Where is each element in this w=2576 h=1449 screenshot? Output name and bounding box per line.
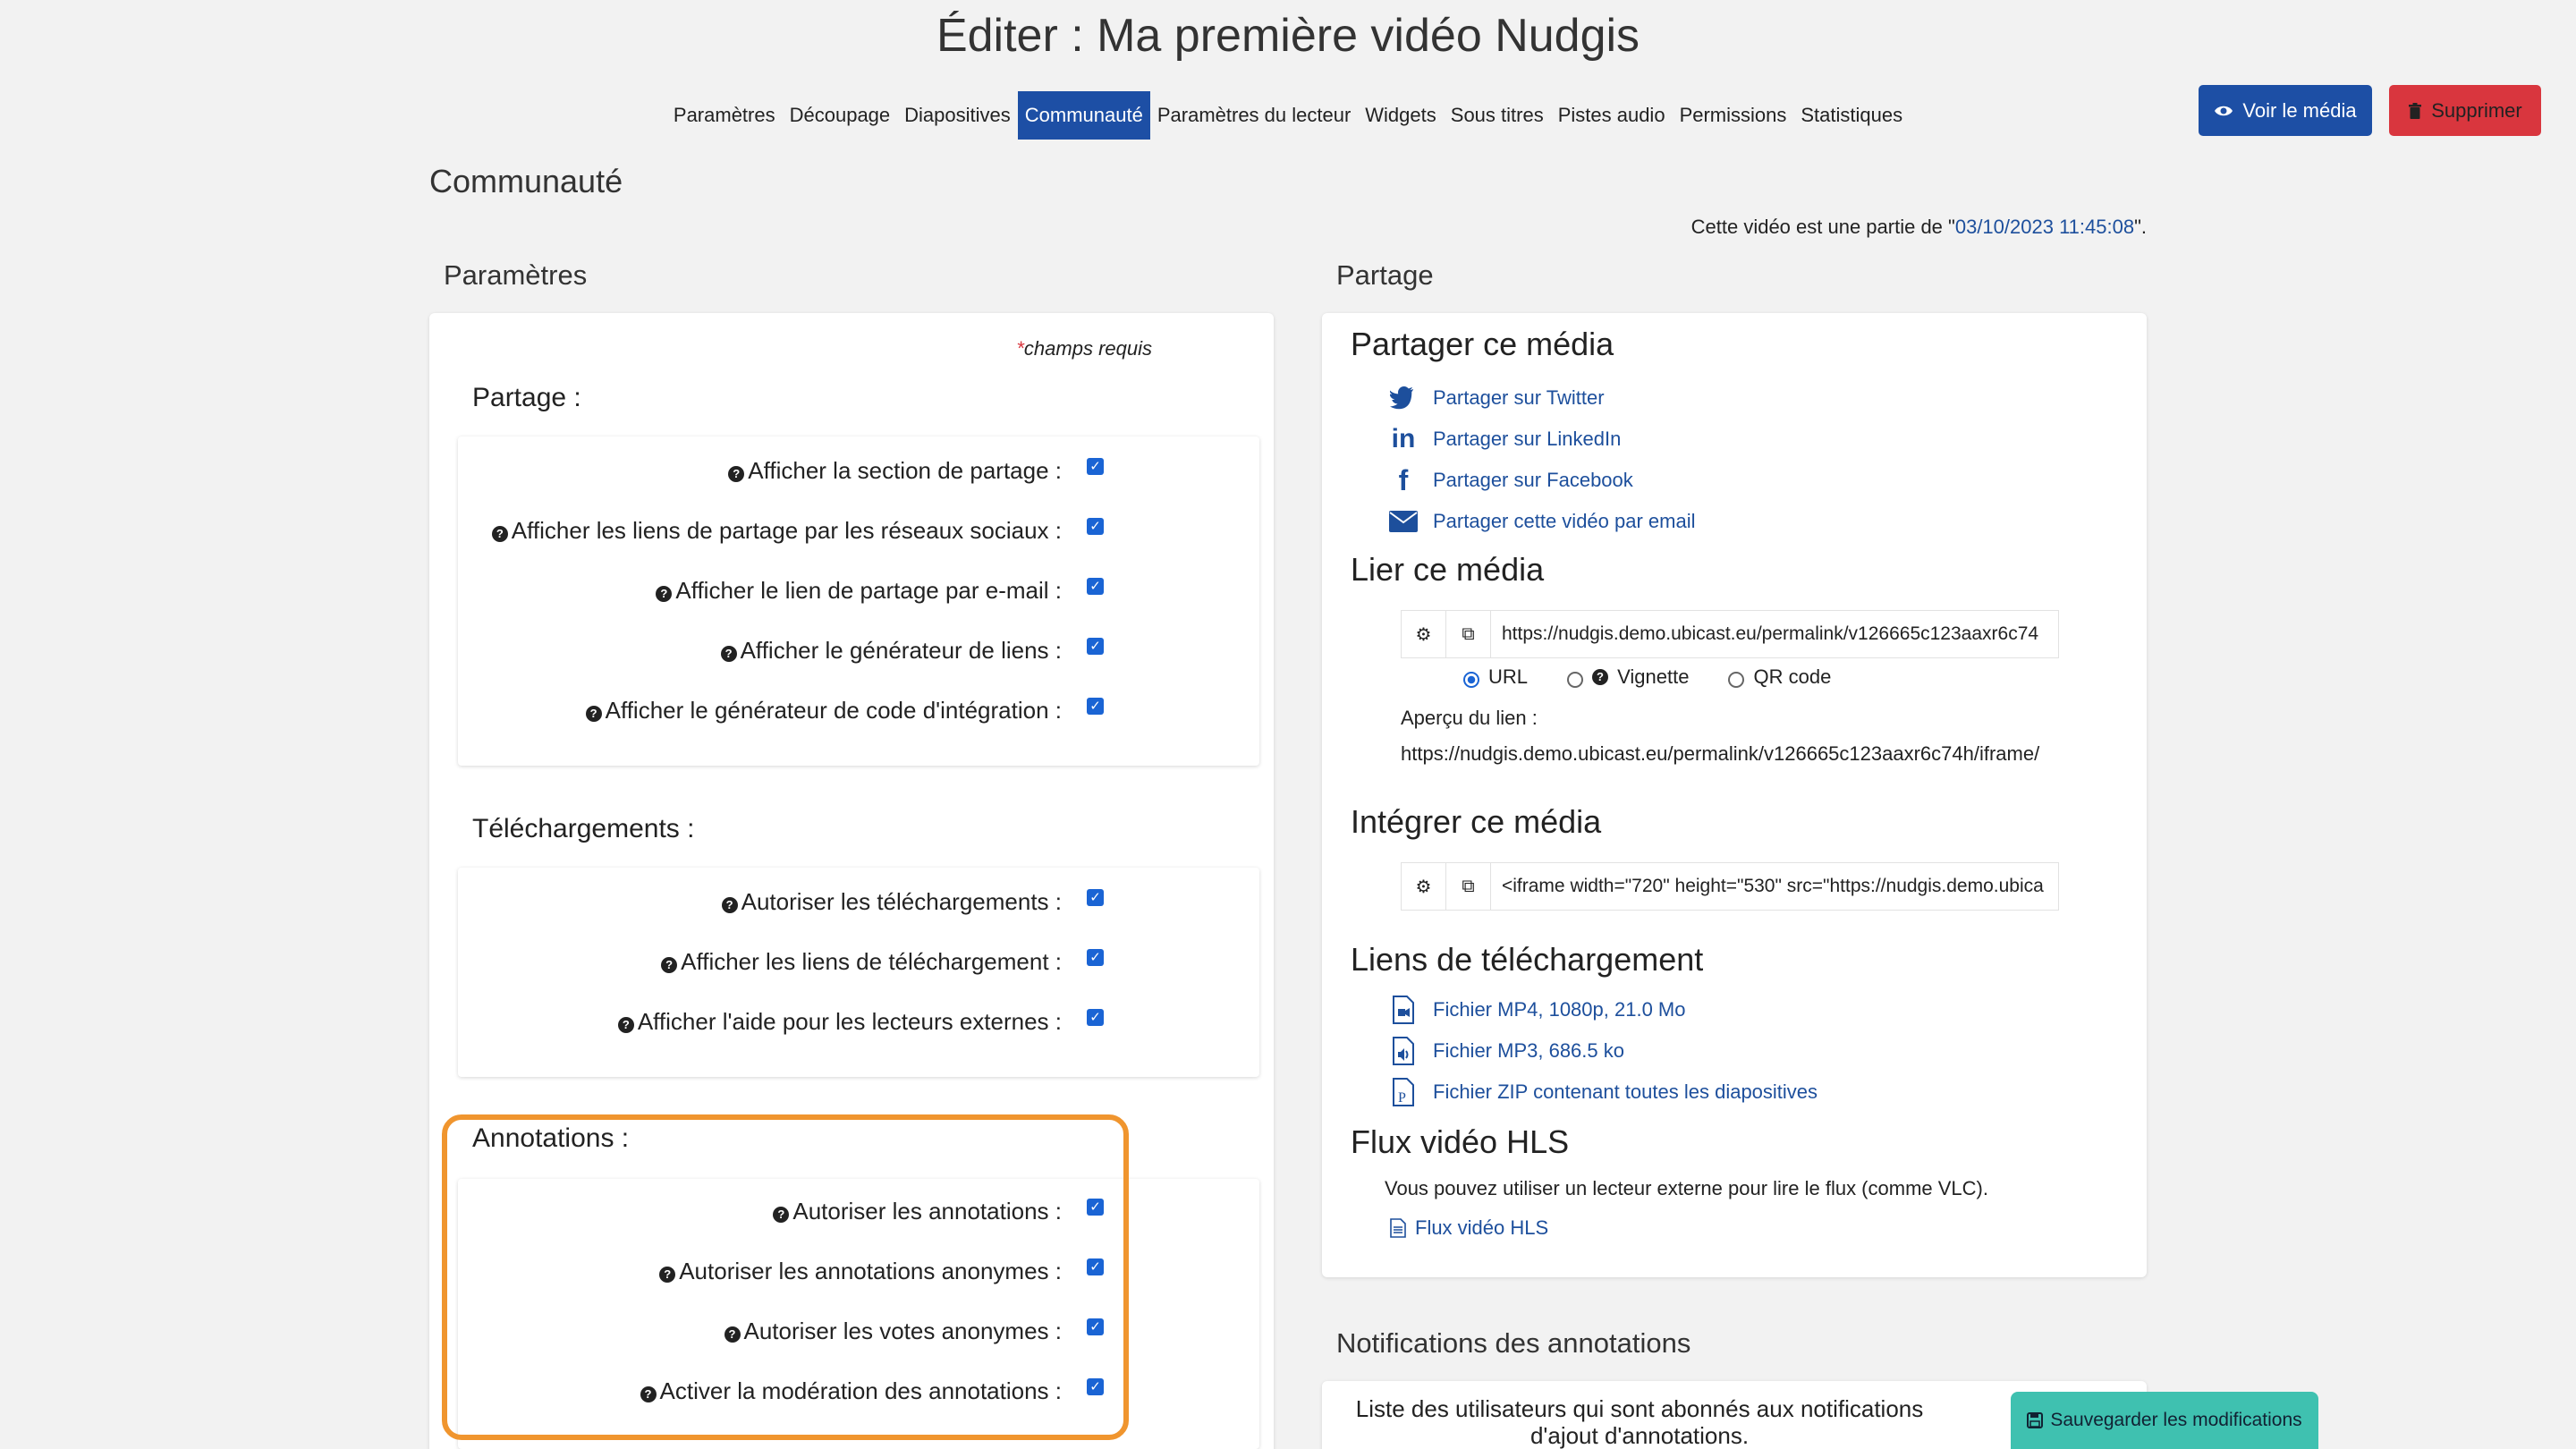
download-mp3-link[interactable] [1388, 1030, 1818, 1072]
checkbox[interactable]: ✓ [1087, 949, 1104, 966]
part-of-link[interactable]: 03/10/2023 11:45:08 [1954, 216, 2135, 238]
setting-row[interactable] [721, 632, 1259, 668]
help-icon: ? [722, 897, 738, 913]
required-note [1016, 337, 1152, 360]
tab-decoupage[interactable]: Découpage [789, 104, 891, 126]
downloads-list [1388, 989, 1818, 1113]
setting-label [618, 1008, 1062, 1036]
download-zip-link[interactable] [1388, 1072, 1818, 1113]
help-icon: ? [773, 1207, 789, 1223]
checkbox[interactable]: ✓ [1087, 1009, 1104, 1026]
floppy-disk-icon [2027, 1412, 2043, 1428]
tab-widgets[interactable]: Widgets [1365, 104, 1436, 126]
file-slides-icon [1388, 1077, 1419, 1107]
linkedin-icon: in [1391, 424, 1416, 453]
setting-label [721, 637, 1062, 665]
group-partage [458, 436, 1259, 766]
download-mp3-label: Fichier MP3, 686.5 ko [1433, 1039, 1624, 1062]
tab-sous-titres[interactable]: Sous titres [1450, 104, 1544, 126]
delete-label: Supprimer [2431, 98, 2522, 122]
radio-button [1463, 672, 1479, 688]
share-links-list [1388, 377, 1696, 542]
setting-label-text: Afficher le générateur de code d'intégration : [605, 696, 1062, 724]
group-title-annotations: Annotations : [472, 1123, 630, 1153]
download-zip-label: Fichier ZIP contenant toutes les diapositives [1433, 1080, 1818, 1103]
share-facebook-link[interactable] [1388, 460, 1696, 501]
help-icon: ? [659, 1267, 675, 1283]
help-icon: ? [728, 466, 744, 482]
gear-icon[interactable]: ⚙ [1402, 610, 1446, 658]
radio-qrcode[interactable] [1728, 665, 1831, 689]
notifications-text-line2: d'ajout d'annotations. [1530, 1422, 1750, 1449]
link-field [1401, 610, 2059, 658]
view-media-button[interactable] [2199, 85, 2372, 136]
part-of-note [1691, 216, 2147, 239]
tab-pistes-audio[interactable]: Pistes audio [1557, 104, 1665, 126]
radio-button [1728, 672, 1744, 688]
help-icon: ? [618, 1017, 634, 1033]
group-telechargements [458, 868, 1259, 1077]
file-audio-icon [1388, 1036, 1419, 1066]
setting-label-text: Afficher le lien de partage par e-mail : [675, 576, 1062, 604]
gear-icon[interactable]: ⚙ [1402, 862, 1446, 911]
link-input[interactable]: https://nudgis.demo.ubicast.eu/permalink/v126665c123aaxr6c74 [1502, 623, 2039, 644]
help-icon: ? [492, 526, 508, 542]
help-icon: ? [656, 586, 672, 602]
hls-title: Flux vidéo HLS [1351, 1123, 1570, 1160]
eye-icon [2214, 104, 2233, 118]
checkbox[interactable]: ✓ [1087, 698, 1104, 715]
setting-label-text: Autoriser les votes anonymes : [743, 1317, 1062, 1344]
group-title-partage: Partage : [472, 383, 581, 412]
share-linkedin-link[interactable] [1388, 419, 1696, 460]
checkbox[interactable]: ✓ [1087, 518, 1104, 535]
download-mp4-link[interactable] [1388, 989, 1818, 1030]
setting-label-text: Autoriser les téléchargements : [741, 887, 1062, 915]
share-twitter-link[interactable] [1388, 377, 1696, 419]
setting-label-text: Afficher la section de partage : [748, 456, 1062, 484]
required-star: * [1016, 337, 1024, 360]
setting-row[interactable] [728, 453, 1259, 488]
checkbox[interactable]: ✓ [1087, 1258, 1104, 1275]
setting-row[interactable] [586, 692, 1259, 728]
share-email-label: Partager cette vidéo par email [1433, 510, 1696, 532]
tab-permissions[interactable]: Permissions [1679, 104, 1787, 126]
radio-label: QR code [1753, 665, 1832, 688]
share-facebook-label: Partager sur Facebook [1433, 469, 1633, 491]
tab-parametres-lecteur[interactable]: Paramètres du lecteur [1157, 104, 1352, 126]
radio-url[interactable] [1463, 665, 1528, 689]
part-of-prefix: Cette vidéo est une partie de " [1690, 216, 1955, 238]
setting-label [586, 697, 1062, 724]
setting-label [492, 517, 1062, 545]
svg-text:P: P [1398, 1090, 1406, 1106]
download-mp4-label: Fichier MP4, 1080p, 21.0 Mo [1433, 998, 1686, 1021]
twitter-icon [1388, 383, 1419, 413]
link-type-options [1463, 665, 1831, 689]
part-of-suffix: ". [2134, 216, 2147, 238]
radio-label: Vignette [1617, 665, 1690, 688]
file-text-icon [1388, 1213, 1408, 1243]
setting-label-text: Afficher l'aide pour les lecteurs externes : [637, 1007, 1062, 1035]
copy-icon[interactable]: ⧉ [1446, 610, 1491, 658]
setting-label [661, 948, 1062, 976]
checkbox[interactable]: ✓ [1087, 1378, 1104, 1395]
checkbox[interactable]: ✓ [1087, 458, 1104, 475]
hls-link[interactable] [1388, 1213, 1548, 1243]
preview-label: Aperçu du lien : [1401, 707, 1538, 729]
annotations-highlight-box [442, 1114, 1129, 1440]
file-video-icon [1388, 995, 1419, 1025]
help-icon: ? [724, 1326, 741, 1343]
page-title: Éditer : Ma première vidéo Nudgis [936, 10, 1640, 62]
setting-label-text: Autoriser les annotations : [792, 1197, 1062, 1224]
view-media-label: Voir le média [2242, 98, 2357, 122]
settings-title: Paramètres [444, 259, 588, 291]
radio-label: URL [1488, 665, 1529, 688]
envelope-icon [1388, 506, 1419, 537]
setting-label-text: Autoriser les annotations anonymes : [679, 1257, 1062, 1284]
share-media-title: Partager ce média [1351, 326, 1614, 362]
checkbox[interactable]: ✓ [1087, 638, 1104, 655]
share-twitter-label: Partager sur Twitter [1433, 386, 1605, 409]
setting-row[interactable] [656, 572, 1259, 608]
help-icon: ? [586, 706, 602, 722]
share-linkedin-label: Partager sur LinkedIn [1433, 428, 1622, 450]
tab-statistiques[interactable]: Statistiques [1801, 104, 1903, 126]
checkbox[interactable]: ✓ [1087, 578, 1104, 595]
hls-link-label: Flux vidéo HLS [1415, 1216, 1549, 1239]
notifications-title: Notifications des annotations [1336, 1327, 1691, 1359]
tab-bar [0, 91, 2576, 140]
hls-note: Vous pouvez utiliser un lecteur externe pour lire le flux (comme VLC). [1385, 1177, 1988, 1199]
checkbox[interactable]: ✓ [1087, 1199, 1104, 1216]
required-text: champs requis [1023, 337, 1152, 360]
setting-label-text: Activer la modération des annotations : [659, 1377, 1062, 1404]
setting-label [728, 457, 1062, 485]
embed-field [1401, 862, 2059, 911]
radio-vignette[interactable] [1567, 665, 1689, 689]
setting-row[interactable] [492, 513, 1259, 548]
delete-button[interactable] [2389, 85, 2541, 136]
link-media-title: Lier ce média [1351, 551, 1545, 588]
downloads-title: Liens de téléchargement [1351, 941, 1704, 978]
facebook-icon: f [1398, 463, 1409, 496]
setting-label-text: Afficher les liens de partage par les réseaux sociaux : [511, 516, 1062, 544]
embed-input[interactable]: <iframe width="720" height="530" src="https://nudgis.demo.ubica [1502, 876, 2044, 896]
setting-row[interactable] [661, 944, 1259, 979]
setting-row[interactable] [722, 884, 1259, 919]
help-icon: ? [1592, 669, 1608, 685]
embed-media-title: Intégrer ce média [1351, 803, 1602, 840]
trash-icon [2408, 103, 2422, 119]
tab-communaute[interactable]: Communauté [1018, 91, 1150, 140]
section-title: Communauté [429, 163, 623, 199]
setting-label [722, 888, 1062, 916]
checkbox[interactable]: ✓ [1087, 1318, 1104, 1335]
setting-label-text: Afficher le générateur de liens : [740, 636, 1062, 664]
setting-label-text: Afficher les liens de téléchargement : [681, 947, 1062, 975]
notifications-text [1322, 1395, 1957, 1449]
notifications-text-line1: Liste des utilisateurs qui sont abonnés aux notifications [1355, 1395, 1924, 1422]
setting-row[interactable] [618, 1004, 1259, 1039]
share-email-link[interactable] [1388, 501, 1696, 542]
help-icon: ? [661, 957, 677, 973]
group-title-telechargements: Téléchargements : [472, 814, 695, 843]
copy-icon[interactable]: ⧉ [1446, 862, 1491, 911]
sharing-title: Partage [1336, 259, 1434, 291]
preview-value: https://nudgis.demo.ubicast.eu/permalink/v126665c123aaxr6c74h/iframe/ [1401, 742, 2040, 765]
tab-parametres[interactable]: Paramètres [673, 104, 775, 126]
setting-label [656, 577, 1062, 605]
checkbox[interactable]: ✓ [1087, 889, 1104, 906]
help-icon: ? [640, 1386, 657, 1402]
radio-button [1567, 672, 1583, 688]
tab-diapositives[interactable]: Diapositives [904, 104, 1011, 126]
save-changes-label: Sauvegarder les modifications [2050, 1410, 2302, 1430]
help-icon: ? [721, 646, 737, 662]
save-changes-button[interactable] [2011, 1392, 2318, 1449]
